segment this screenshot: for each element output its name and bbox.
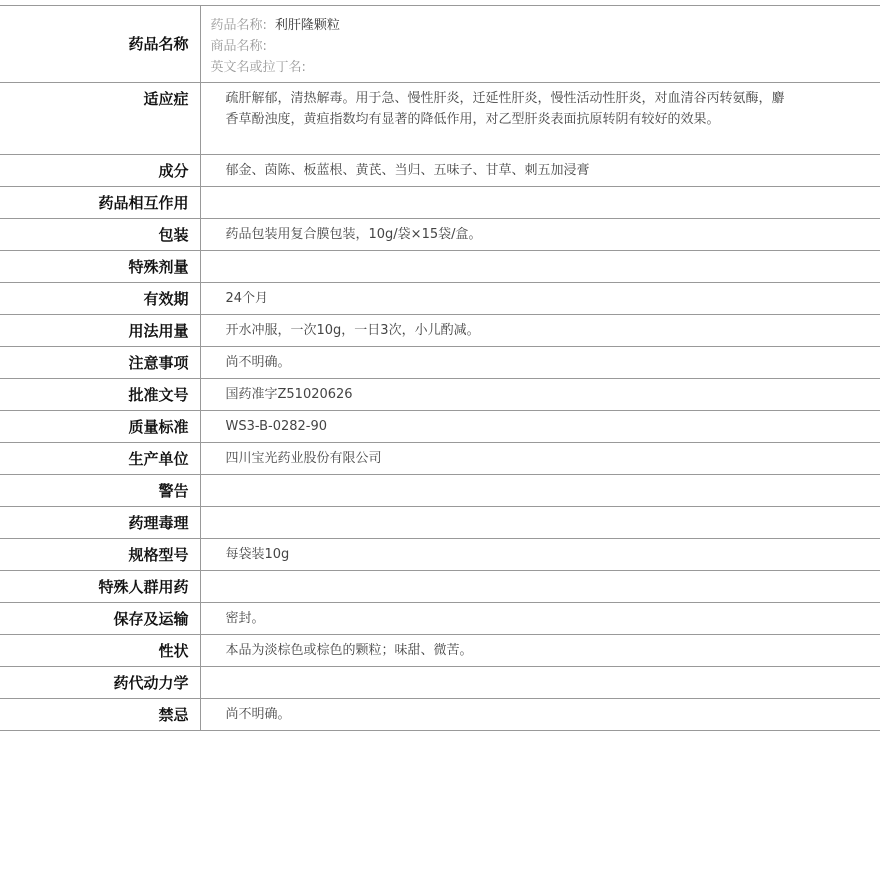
drug-name-block [200, 6, 880, 83]
row-special-populations [0, 571, 880, 603]
row-packaging [0, 219, 880, 251]
row-contraindications [0, 699, 880, 731]
row-value: WS3-B-0282-90 [200, 411, 880, 443]
row-label: 批准文号 [0, 379, 200, 411]
row-appearance [0, 635, 880, 667]
row-dosage [0, 315, 880, 347]
row-value: 药品包装用复合膜包装，10g/袋×15袋/盒。 [200, 219, 880, 251]
english-name-key: 英文名或拉丁名: [210, 60, 306, 75]
row-label: 特殊剂量 [0, 251, 200, 283]
generic-name-key: 药品名称: [210, 18, 267, 33]
row-precautions [0, 347, 880, 379]
drug-info-table [0, 5, 880, 731]
row-value [200, 251, 880, 283]
row-label: 药品名称 [0, 6, 200, 83]
row-pharmacology [0, 507, 880, 539]
row-label: 包装 [0, 219, 200, 251]
row-approval-number [0, 379, 880, 411]
row-warning [0, 475, 880, 507]
row-value [200, 507, 880, 539]
row-label: 规格型号 [0, 539, 200, 571]
generic-name-line [211, 15, 791, 36]
row-label: 有效期 [0, 283, 200, 315]
row-storage [0, 603, 880, 635]
row-value: 尚不明确。 [200, 699, 880, 731]
row-shelf-life [0, 283, 880, 315]
row-value: 国药准字Z51020626 [200, 379, 880, 411]
row-value: 每袋装10g [200, 539, 880, 571]
row-value [200, 667, 880, 699]
row-label: 性状 [0, 635, 200, 667]
row-label: 药品相互作用 [0, 187, 200, 219]
row-drug-name [0, 6, 880, 83]
trade-name-key: 商品名称: [210, 39, 267, 54]
row-label: 禁忌 [0, 699, 200, 731]
generic-name-value: 利肝隆颗粒 [274, 18, 340, 33]
row-label: 适应症 [0, 83, 200, 155]
row-value: 四川宝光药业股份有限公司 [200, 443, 880, 475]
row-ingredients [0, 155, 880, 187]
row-special-dosage [0, 251, 880, 283]
row-value [200, 571, 880, 603]
row-label: 药理毒理 [0, 507, 200, 539]
trade-name-line [211, 36, 791, 57]
row-value [200, 187, 880, 219]
row-value [200, 475, 880, 507]
row-value: 本品为淡棕色或棕色的颗粒；味甜、微苦。 [200, 635, 880, 667]
row-value: 24个月 [200, 283, 880, 315]
row-label: 生产单位 [0, 443, 200, 475]
row-label: 警告 [0, 475, 200, 507]
row-label: 质量标准 [0, 411, 200, 443]
row-quality-standard [0, 411, 880, 443]
row-value: 疏肝解郁，清热解毒。用于急、慢性肝炎，迁延性肝炎，慢性活动性肝炎，对血清谷丙转氨酶，麝香草酚浊度，黄疸指数均有显著的降低作用，对乙型肝炎表面抗原转阴有较好的效果。 [200, 83, 880, 155]
row-label: 药代动力学 [0, 667, 200, 699]
row-label: 用法用量 [0, 315, 200, 347]
row-label: 保存及运输 [0, 603, 200, 635]
row-pharmacokinetics [0, 667, 880, 699]
row-specification [0, 539, 880, 571]
row-value: 尚不明确。 [200, 347, 880, 379]
row-label: 注意事项 [0, 347, 200, 379]
row-value: 密封。 [200, 603, 880, 635]
row-label: 成分 [0, 155, 200, 187]
row-label: 特殊人群用药 [0, 571, 200, 603]
row-indications [0, 83, 880, 155]
row-manufacturer [0, 443, 880, 475]
row-value: 郁金、茵陈、板蓝根、黄芪、当归、五味子、甘草、刺五加浸膏 [200, 155, 880, 187]
row-interactions [0, 187, 880, 219]
english-name-line [211, 57, 791, 78]
row-value: 开水冲服，一次10g，一日3次，小儿酌减。 [200, 315, 880, 347]
